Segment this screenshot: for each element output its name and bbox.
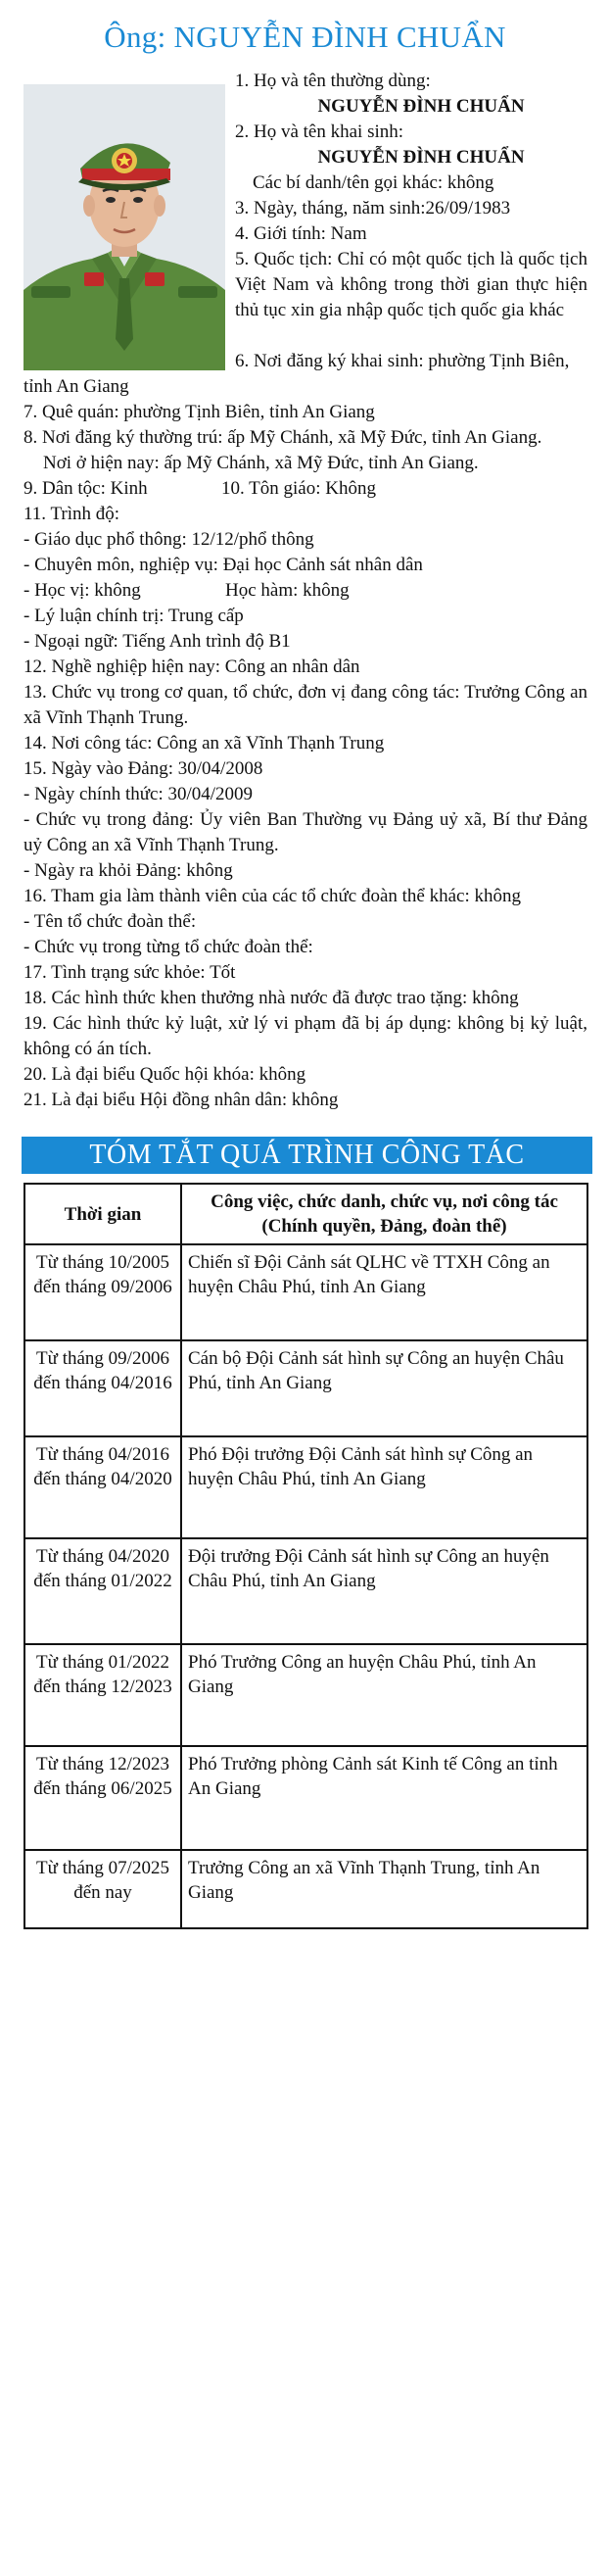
row-time: Từ tháng 10/2005 đến tháng 09/2006 — [24, 1244, 181, 1340]
row-work: Phó Trưởng phòng Cảnh sát Kinh tế Công an tỉnh An Giang — [181, 1746, 587, 1850]
field-birth-name-label: 2. Họ và tên khai sinh: — [235, 122, 404, 142]
row-time: Từ tháng 09/2006 đến tháng 04/2016 — [24, 1340, 181, 1436]
field-birth-registration-cont: tỉnh An Giang — [23, 376, 129, 397]
page-title: Ông: NGUYỄN ĐÌNH CHUẨN — [104, 20, 506, 54]
field-general-education: - Giáo dục phổ thông: 12/12/phổ thông — [23, 529, 314, 550]
field-permanent-residence: 8. Nơi đăng ký thường trú: ấp Mỹ Chánh, xã Mỹ Đức, tỉnh An Giang. — [23, 427, 542, 448]
field-ethnicity: 9. Dân tộc: Kinh — [23, 478, 148, 499]
field-health: 17. Tình trạng sức khỏe: Tốt — [23, 962, 236, 983]
table-row — [24, 1244, 587, 1340]
field-political-theory: - Lý luận chính trị: Trung cấp — [23, 606, 244, 626]
field-hometown: 7. Quê quán: phường Tịnh Biên, tỉnh An Giang — [23, 402, 375, 422]
field-birth-registration: 6. Nơi đăng ký khai sinh: phường Tịnh Biên, — [235, 351, 570, 371]
field-dob: 3. Ngày, tháng, năm sinh:26/09/1983 — [235, 198, 511, 219]
column-header-time: Thời gian — [24, 1184, 181, 1244]
row-work: Trưởng Công an xã Vĩnh Thạnh Trung, tỉnh An Giang — [181, 1850, 587, 1928]
field-current-residence: Nơi ở hiện nay: ấp Mỹ Chánh, xã Mỹ Đức, tỉnh An Giang. — [43, 453, 479, 473]
field-degree: - Học vị: không — [23, 580, 141, 601]
column-header-work: Công việc, chức danh, chức vụ, nơi công tác (Chính quyền, Đảng, đoàn thể) — [181, 1184, 587, 1244]
field-discipline: 19. Các hình thức kỷ luật, xử lý vi phạm đã bị áp dụng: không bị kỷ luật, không có án tích. — [23, 1013, 587, 1059]
field-foreign-language: - Ngoại ngữ: Tiếng Anh trình độ B1 — [23, 631, 291, 652]
field-aliases: Các bí danh/tên gọi khác: không — [253, 172, 494, 193]
row-time: Từ tháng 01/2022 đến tháng 12/2023 — [24, 1644, 181, 1746]
table-row — [24, 1746, 587, 1850]
field-party-leave-date: - Ngày ra khỏi Đảng: không — [23, 860, 233, 881]
field-awards: 18. Các hình thức khen thưởng nhà nước đã được trao tặng: không — [23, 988, 519, 1008]
field-organizations: 16. Tham gia làm thành viên của các tổ chức đoàn thể khác: không — [23, 886, 521, 906]
row-work: Phó Trưởng Công an huyện Châu Phú, tỉnh An Giang — [181, 1644, 587, 1746]
field-workplace: 14. Nơi công tác: Công an xã Vĩnh Thạnh Trung — [23, 733, 385, 753]
field-common-name-label: 1. Họ và tên thường dùng: — [235, 71, 431, 91]
row-work: Chiến sĩ Đội Cảnh sát QLHC về TTXH Công an huyện Châu Phú, tỉnh An Giang — [181, 1244, 587, 1340]
field-specialization: - Chuyên môn, nghiệp vụ: Đại học Cảnh sát nhân dân — [23, 555, 423, 575]
row-work: Phó Đội trưởng Đội Cảnh sát hình sự Công an huyện Châu Phú, tỉnh An Giang — [181, 1436, 587, 1538]
field-organization-position: - Chức vụ trong từng tổ chức đoàn thể: — [23, 937, 313, 957]
field-party-official-date: - Ngày chính thức: 30/04/2009 — [23, 784, 254, 804]
row-work: Đội trưởng Đội Cảnh sát hình sự Công an huyện Châu Phú, tỉnh An Giang — [181, 1538, 587, 1644]
row-time: Từ tháng 04/2016 đến tháng 04/2020 — [24, 1436, 181, 1538]
field-peoples-council: 21. Là đại biểu Hội đồng nhân dân: không — [23, 1090, 339, 1110]
field-gender: 4. Giới tính: Nam — [235, 223, 367, 244]
work-history-table — [23, 1183, 588, 1929]
field-organization-name: - Tên tổ chức đoàn thể: — [23, 911, 197, 932]
row-time: Từ tháng 12/2023 đến tháng 06/2025 — [24, 1746, 181, 1850]
field-religion: 10. Tôn giáo: Không — [221, 478, 376, 499]
field-nationality: 5. Quốc tịch: Chỉ có một quốc tịch là quốc tịch Việt Nam và không trong thời gian thực hiện thủ tục xin gia nhập quốc tịch quốc gia khác — [235, 249, 587, 320]
field-common-name-value: NGUYỄN ĐÌNH CHUẨN — [317, 96, 525, 117]
field-birth-name-value: NGUYỄN ĐÌNH CHUẨN — [317, 147, 525, 168]
row-time: Từ tháng 07/2025 đến nay — [24, 1850, 181, 1928]
portrait-photo — [23, 84, 225, 370]
field-position: 13. Chức vụ trong cơ quan, tổ chức, đơn vị đang công tác: Trưởng Công an xã Vĩnh Thạnh Trung. — [23, 682, 587, 728]
field-academic-title: Học hàm: không — [225, 580, 350, 601]
row-work: Cán bộ Đội Cảnh sát hình sự Công an huyện Châu Phú, tỉnh An Giang — [181, 1340, 587, 1436]
table-row — [24, 1850, 587, 1928]
table-row — [24, 1436, 587, 1538]
field-national-assembly: 20. Là đại biểu Quốc hội khóa: không — [23, 1064, 306, 1085]
table-row — [24, 1538, 587, 1644]
table-header-row — [24, 1184, 587, 1244]
field-party-position: - Chức vụ trong đảng: Ủy viên Ban Thường vụ Đảng uỷ xã, Bí thư Đảng uỷ Công an xã Vĩnh Thạnh Trung. — [23, 809, 587, 855]
field-occupation: 12. Nghề nghiệp hiện nay: Công an nhân dân — [23, 656, 360, 677]
portrait-illustration — [23, 84, 225, 370]
table-row — [24, 1340, 587, 1436]
field-party-join-date: 15. Ngày vào Đảng: 30/04/2008 — [23, 758, 263, 779]
table-row — [24, 1644, 587, 1746]
row-time: Từ tháng 04/2020 đến tháng 01/2022 — [24, 1538, 181, 1644]
work-history-banner: TÓM TẮT QUÁ TRÌNH CÔNG TÁC — [22, 1137, 592, 1174]
field-education-heading: 11. Trình độ: — [23, 504, 120, 524]
